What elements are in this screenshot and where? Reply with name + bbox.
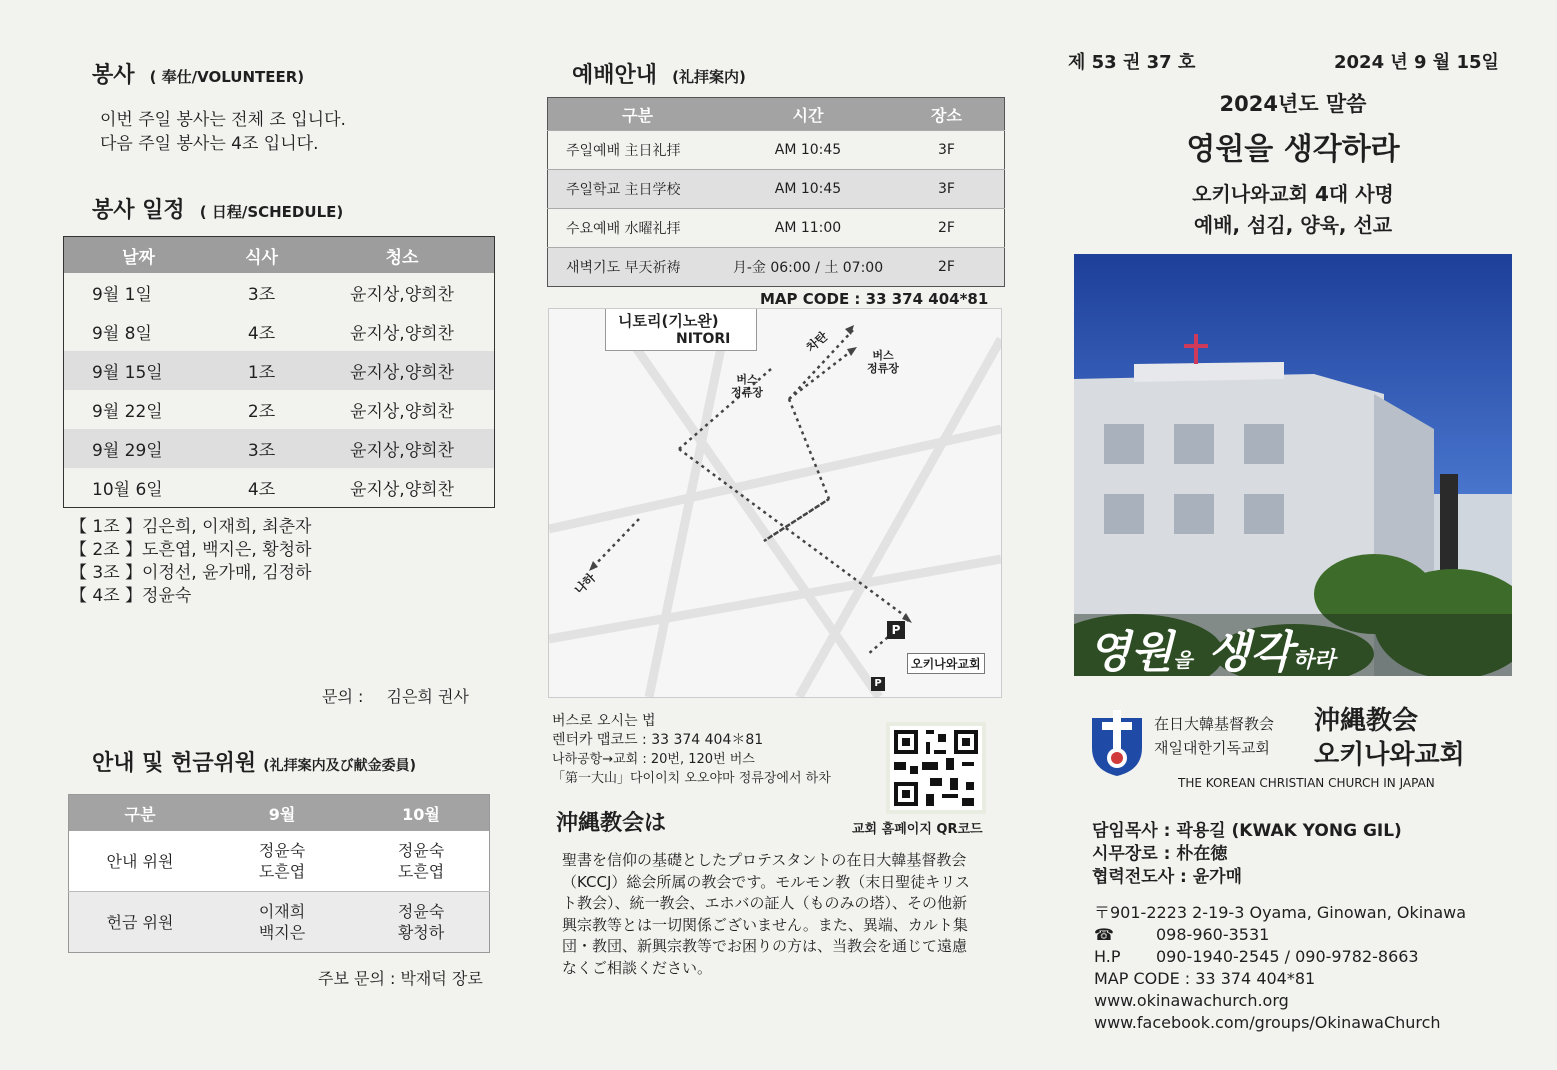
table-row (548, 131, 1005, 170)
affiliation-ko: 재일대한기독교회 (1154, 739, 1270, 757)
schedule-col-meal: 식사 (213, 237, 310, 274)
member-name: 백지은 (258, 923, 306, 942)
phone-row (1094, 924, 1514, 946)
address: 〒901-2223 2-19-3 Oyama, Ginowan, Okinawa (1094, 903, 1467, 922)
service-name: 새벽기도 早天祈祷 (548, 248, 728, 287)
table-row (64, 468, 495, 508)
schedule-table (63, 236, 495, 508)
worship-title: 예배안내 (572, 63, 658, 88)
website-link[interactable]: www.okinawachurch.org (1094, 991, 1289, 1010)
schedule-meal: 4조 (247, 480, 276, 500)
mission-title: 오키나와교회 4대 사명 (1192, 182, 1394, 206)
table-row (548, 248, 1005, 287)
finance-oct-members (353, 831, 490, 892)
caption-part: 영원 (1088, 627, 1174, 676)
church-name-ko: 오키나와교회 (1314, 740, 1465, 770)
schedule-cleaning: 윤지상,양희찬 (350, 402, 454, 422)
list-item: 【 2조 】도흔엽, 백지은, 황청하 (70, 540, 312, 560)
worship-heading (572, 58, 746, 89)
member-name: 황청하 (397, 923, 445, 942)
caption-part: 을 (1173, 648, 1193, 672)
schedule-date: 9월 22일 (92, 402, 163, 422)
member-name: 정윤숙 (397, 902, 445, 921)
service-floor: 2F (889, 209, 1005, 248)
year-word: 2024년도 말씀 (1219, 92, 1367, 116)
bus-directions-line: 렌터카 맵코드 : 33 374 404＊81 (552, 732, 764, 748)
pastor: 담임목사 : 곽용길 (KWAK YONG GIL) (1092, 821, 1402, 841)
finance-title: 안내 및 헌금위원 (92, 751, 257, 776)
schedule-date: 9월 15일 (64, 351, 214, 390)
bulletin-contact: 주보 문의 : 박재덕 장로 (318, 969, 483, 988)
table-row (64, 312, 495, 351)
service-time: AM 10:45 (727, 170, 889, 209)
to-chatan-label: 차탄 (803, 329, 831, 355)
church-affiliation (1154, 712, 1274, 760)
contact-label: 문의 : (322, 687, 364, 706)
schedule-meal: 3조 (247, 285, 276, 305)
list-item: 【 4조 】정윤숙 (70, 586, 192, 606)
church-map-label: 오키나와교회 (907, 653, 985, 674)
schedule-heading (92, 193, 343, 224)
schedule-contact (322, 684, 469, 707)
mobile-label: H.P (1094, 947, 1121, 966)
service-time: AM 10:45 (727, 131, 889, 170)
elder: 시무장로 : 朴在徳 (1092, 844, 1228, 864)
table-row (64, 351, 495, 390)
member-name: 정윤숙 (397, 841, 445, 860)
finance-role: 안내 위원 (69, 831, 212, 892)
schedule-header-row (64, 237, 495, 274)
table-row (548, 170, 1005, 209)
schedule-date: 10월 6일 (92, 480, 163, 500)
bus-directions-title: 버스로 오시는 법 (552, 713, 656, 729)
schedule-meal: 1조 (213, 351, 310, 390)
to-naha-label: 나하 (571, 570, 599, 598)
nitori-box (605, 308, 757, 351)
finance-role: 헌금 위원 (69, 892, 212, 953)
parking-icon: P (887, 621, 905, 639)
kccj-logo (1088, 708, 1146, 778)
schedule-cleaning: 윤지상,양희찬 (310, 429, 495, 468)
volunteer-line-1: 이번 주일 봉사는 전체 조 입니다. (100, 110, 346, 130)
member-name: 도흔엽 (397, 862, 445, 881)
schedule-date: 9월 8일 (92, 324, 152, 344)
member-name: 도흔엽 (258, 862, 306, 881)
finance-col-sep: 9월 (211, 795, 353, 832)
photo-caption (1088, 616, 1335, 676)
about-text: 聖書を信仰の基礎としたプロテスタントの在日大韓基督教会（KCCJ）総会所属の教会です。モルモン教（末日聖徒キリスト教会）、統一教会、エホバの証人（ものみの塔）、その他新興宗教等とは一切関係ございません。また、異端、カルト集団・教団、新興宗教等でお困りの方は、当教会を通じて遠慮なくご相談ください。 (562, 851, 970, 977)
schedule-subtitle: ( 日程/SCHEDULE) (199, 203, 344, 221)
member-name: 이재희 (258, 902, 306, 921)
service-floor: 2F (889, 248, 1005, 287)
finance-header-row (69, 795, 490, 832)
service-name: 수요예배 水曜礼拝 (548, 209, 728, 248)
qr-code-icon (886, 722, 986, 814)
schedule-cleaning: 윤지상,양희찬 (350, 285, 454, 305)
church-name-en: THE KOREAN CHRISTIAN CHURCH IN JAPAN (1178, 776, 1435, 790)
bus-directions (552, 712, 831, 788)
worship-table (547, 97, 1005, 287)
evangelist: 협력전도사 : 윤가매 (1092, 867, 1243, 887)
schedule-title: 봉사 일정 (92, 198, 185, 223)
group-list (70, 516, 311, 608)
table-row (64, 429, 495, 468)
finance-oct-members (353, 892, 490, 953)
worship-header-row (548, 98, 1005, 131)
bus-directions-line: 「第一大山」다이이치 오오야마 정류장에서 하차 (552, 771, 831, 786)
bus-stop-label-west (731, 373, 763, 399)
service-name: 주일예배 主日礼拝 (548, 131, 728, 170)
bus-stop-word: 정류장 (867, 362, 899, 375)
church-name-jp: 沖縄教会 (1314, 706, 1419, 736)
bus-stop-word: 정류장 (731, 386, 763, 399)
mobile-numbers: 090-1940-2545 / 090-9782-8663 (1156, 947, 1419, 966)
bus-stop-label-east (867, 349, 899, 375)
bus-stop-word: 버스 (736, 373, 758, 386)
service-name: 주일학교 主日学校 (548, 170, 728, 209)
kccj-logo-icon (1088, 708, 1146, 782)
volunteer-notice (100, 108, 346, 156)
affiliation-jp: 在日大韓基督教会 (1154, 715, 1275, 733)
finance-heading (92, 746, 416, 777)
phone-number: 098-960-3531 (1156, 925, 1270, 944)
church-building-image (1074, 254, 1512, 676)
finance-table (68, 794, 490, 953)
schedule-col-date: 날짜 (64, 237, 214, 274)
worship-subtitle: (礼拝案内) (672, 68, 746, 86)
location-map (548, 308, 1002, 698)
list-item: 【 3조 】이정선, 윤가매, 김정하 (70, 563, 312, 583)
table-row (69, 892, 490, 953)
contact-name: 김은희 권사 (386, 687, 469, 706)
qr-code[interactable] (886, 722, 986, 814)
volunteer-subtitle: ( 奉仕/VOLUNTEER) (149, 68, 305, 86)
worship-col-type: 구분 (548, 98, 728, 131)
table-row (64, 390, 495, 429)
schedule-meal: 3조 (213, 429, 310, 468)
church-photo (1074, 254, 1512, 676)
service-time: 月-金 06:00 / 土 07:00 (727, 248, 889, 287)
contact-info (1094, 902, 1514, 1034)
schedule-meal: 2조 (247, 402, 276, 422)
table-row (548, 209, 1005, 248)
nitori-label-en: NITORI (676, 331, 731, 347)
parking-icon: P (871, 677, 885, 691)
staff-list (1092, 820, 1402, 889)
finance-col-oct: 10월 (353, 795, 490, 832)
finance-subtitle: (礼拝案内及び献金委員) (263, 758, 416, 774)
service-floor: 3F (889, 170, 1005, 209)
church-name (1314, 704, 1465, 772)
schedule-cleaning: 윤지상,양희찬 (350, 480, 454, 500)
map-drawing (549, 309, 1001, 697)
caption-part: 하라 (1292, 647, 1336, 673)
cover-heading (1074, 88, 1512, 238)
bus-directions-line: 나하공항→교회 : 20번, 120번 버스 (552, 752, 755, 767)
volunteer-heading (92, 58, 304, 89)
table-row (69, 831, 490, 892)
service-floor: 3F (889, 131, 1005, 170)
volume-number: 제 53 권 37 호 (1068, 52, 1196, 73)
qr-caption: 교회 홈페이지 QR코드 (852, 822, 983, 837)
schedule-meal: 4조 (247, 324, 276, 344)
schedule-cleaning: 윤지상,양희찬 (310, 351, 495, 390)
about-title: 沖縄教会は (556, 811, 667, 836)
worship-col-place: 장소 (889, 98, 1005, 131)
phone-icon: ☎ (1094, 925, 1114, 944)
missions: 예배, 섬김, 양육, 선교 (1193, 213, 1393, 237)
facebook-link[interactable]: www.facebook.com/groups/OkinawaChurch (1094, 1013, 1441, 1032)
schedule-cleaning: 윤지상,양희찬 (350, 324, 454, 344)
motto: 영원을 생각하라 (1186, 132, 1400, 167)
member-name: 정윤숙 (258, 841, 306, 860)
caption-part: 생각 (1192, 627, 1293, 676)
map-code: MAP CODE : 33 374 404*81 (1094, 969, 1316, 988)
schedule-date: 9월 29일 (64, 429, 214, 468)
finance-sep-members (211, 831, 353, 892)
volunteer-title: 봉사 (92, 63, 135, 88)
finance-sep-members (211, 892, 353, 953)
schedule-col-cleaning: 청소 (310, 237, 495, 274)
finance-col-type: 구분 (69, 795, 212, 832)
table-row (64, 273, 495, 312)
worship-col-time: 시간 (727, 98, 889, 131)
volunteer-line-2: 다음 주일 봉사는 4조 입니다. (100, 134, 319, 154)
mobile-row (1094, 946, 1514, 968)
nitori-label-ko: 니토리(기노완) (618, 312, 719, 330)
schedule-date: 9월 1일 (92, 285, 152, 305)
map-code-label: MAP CODE : 33 374 404*81 (760, 290, 989, 308)
bus-stop-word: 버스 (872, 349, 894, 362)
list-item: 【 1조 】김은희, 이재희, 최춘자 (70, 517, 312, 537)
bulletin-date: 2024 년 9 월 15일 (1334, 52, 1499, 73)
service-time: AM 11:00 (727, 209, 889, 248)
